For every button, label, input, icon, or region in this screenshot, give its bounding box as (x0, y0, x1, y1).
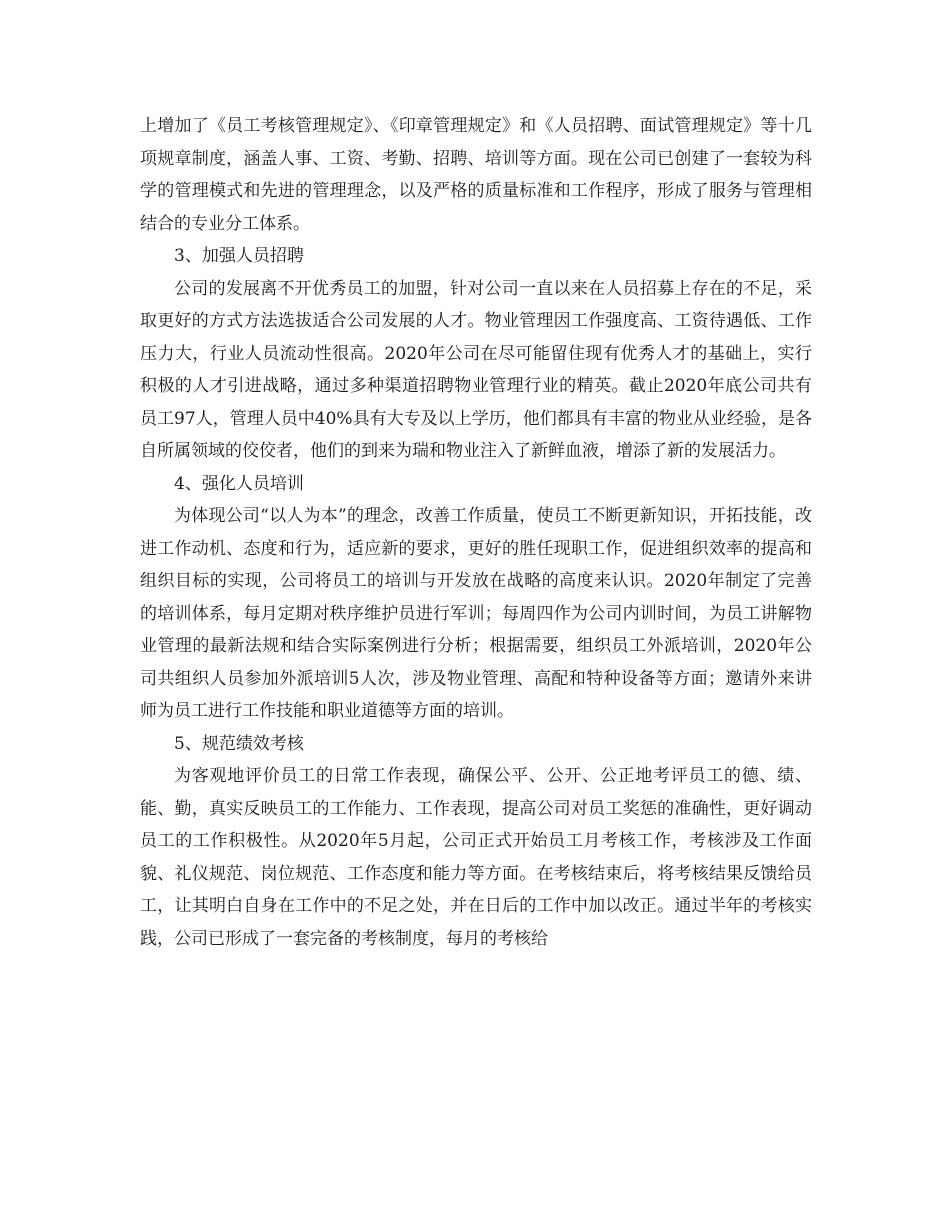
paragraph-training: 为体现公司“以人为本”的理念，改善工作质量，使员工不断更新知识，开拓技能，改进工作动机、态度和行为，适应新的要求，更好的胜任现职工作，促进组织效率的提高和组织目标的实现，公司将员工的培训与开发放在战略的高度来认识。2020年制定了完善的培训体系，每月定期对秩序维护员进行军训；每周四作为公司内训时间，为员工讲解物业管理的最新法规和结合实际案例进行分析；根据需要，组织员工外派培训，2020年公司共组织人员参加外派培训5人次，涉及物业管理、高配和特种设备等方面；邀请外来讲师为员工进行工作技能和职业道德等方面的培训。 (140, 506, 812, 721)
section-heading-recruitment: 3、加强人员招聘 (174, 246, 304, 266)
section-heading-performance: 5、规范绩效考核 (174, 733, 304, 754)
paragraph-recruitment: 公司的发展离不开优秀员工的加盟，针对公司一直以来在人员招募上存在的不足，采取更好的方式方法选拔适合公司发展的人才。物业管理因工作强度高、工资待遇低、工作压力大，行业人员流动性很高。2020年公司在尽可能留住现有优秀人才的基础上，实行积极的人才引进战略，通过多种渠道招聘物业管理行业的精英。截止2020年底公司共有员工97人，管理人员中40%具有大专及以上学历，他们都具有丰富的物业从业经验，是各自所属领域的佼佼者，他们的到来为瑞和物业注入了新鲜血液，增添了新的发展活力。 (140, 278, 812, 461)
paragraph-regulations: 上增加了《员工考核管理规定》、《印章管理规定》和《人员招聘、面试管理规定》等十几项规章制度，涵盖人事、工资、考勤、招聘、培训等方面。现在公司已创建了一套较为科学的管理模式和先进的管理理念，以及严格的质量标准和工作程序，形成了服务与管理相结合的专业分工体系。 (140, 116, 812, 234)
paragraph-performance: 为客观地评价员工的日常工作表现，确保公平、公开、公正地考评员工的德、绩、能、勤，真实反映员工的工作能力、工作表现，提高公司对员工奖惩的准确性，更好调动员工的工作积极性。从2020年5月起，公司正式开始员工月考核工作，考核涉及工作面貌、礼仪规范、岗位规范、工作态度和能力等方面。在考核结束后，将考核结果反馈给员工，让其明白自身在工作中的不足之处，并在日后的工作中加以改正。通过半年的考核实践，公司已形成了一套完备的考核制度，每月的考核给 (140, 766, 812, 949)
section-heading-training: 4、强化人员培训 (174, 473, 304, 494)
document-body (140, 110, 812, 955)
